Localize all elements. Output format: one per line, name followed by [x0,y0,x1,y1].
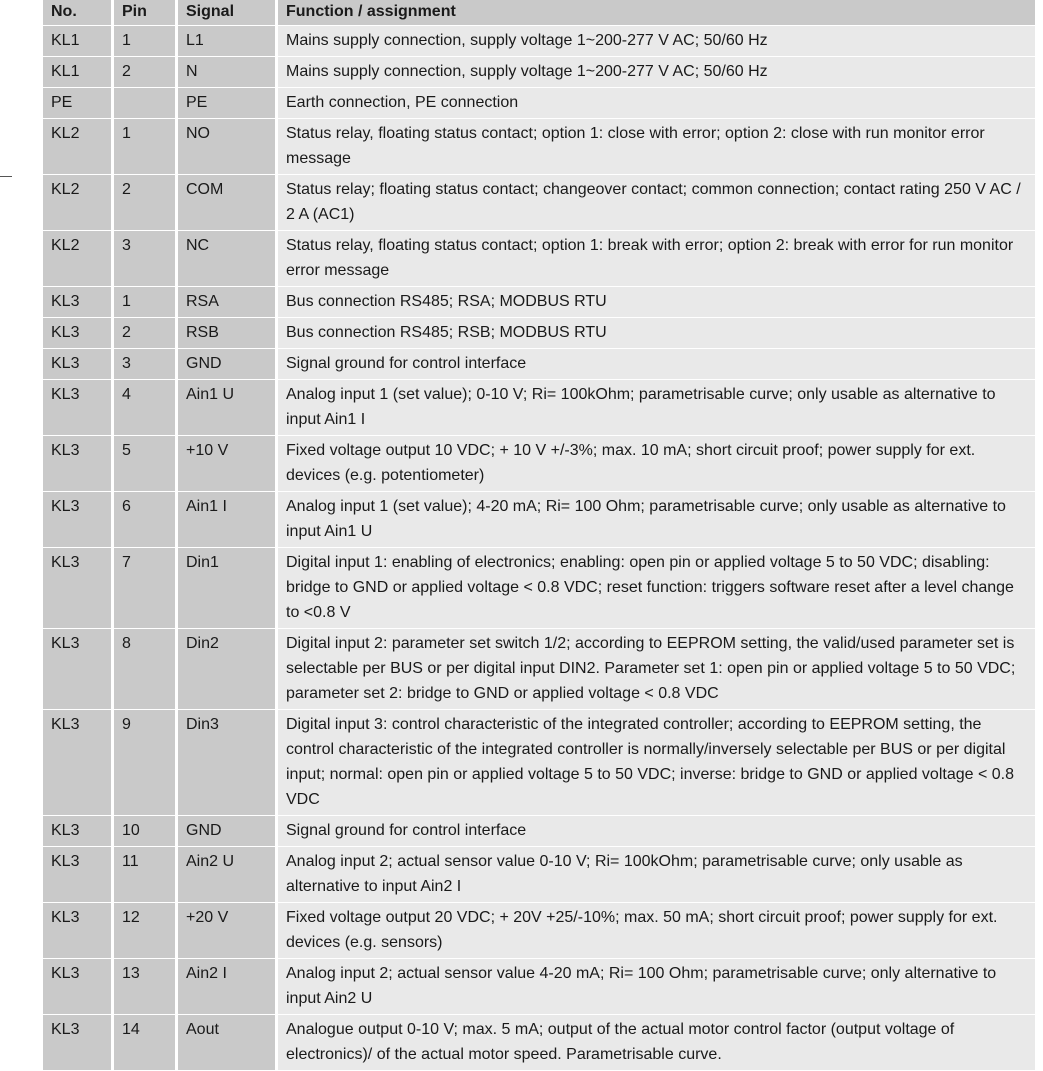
cell-no: KL3 [43,380,114,436]
cell-no: KL3 [43,492,114,548]
table-body [43,26,1035,1071]
cell-no: KL3 [43,629,114,710]
cell-no: KL3 [43,548,114,629]
table-row [43,26,1035,57]
cell-function: Analog input 2; actual sensor value 4-20 mA; Ri= 100 Ohm; parametrisable curve; only alternative to input Ain2 U [278,959,1035,1015]
cell-pin: 12 [114,903,178,959]
cell-function: Analog input 1 (set value); 0-10 V; Ri= 100kOhm; parametrisable curve; only usable as alternative to input Ain1 I [278,380,1035,436]
cell-no: KL2 [43,119,114,175]
cell-no: KL3 [43,847,114,903]
cell-pin: 11 [114,847,178,903]
cell-pin: 10 [114,816,178,847]
cell-function: Analog input 1 (set value); 4-20 mA; Ri= 100 Ohm; parametrisable curve; only usable as alternative to input Ain1 U [278,492,1035,548]
pin-assignment-table [43,0,1035,1071]
cell-no: KL3 [43,436,114,492]
cell-function: Digital input 3: control characteristic of the integrated controller; according to EEPROM setting, the control characteristic of the integrated controller is normally/inversely selectable per BUS or per digital input; normal: open pin or applied voltage 5 to 50 VDC; inverse: bridge to GND or applied voltage < 0.8 VDC [278,710,1035,816]
cell-signal: Din2 [178,629,278,710]
cell-function: Mains supply connection, supply voltage 1~200-277 V AC; 50/60 Hz [278,26,1035,57]
table-row [43,710,1035,816]
cell-pin: 2 [114,318,178,349]
cell-pin: 7 [114,548,178,629]
cell-pin [114,88,178,119]
cell-no: PE [43,88,114,119]
table-header [43,0,1035,26]
table-row [43,88,1035,119]
cell-signal: +10 V [178,436,278,492]
table-row [43,847,1035,903]
cell-no: KL1 [43,57,114,88]
cell-signal: NC [178,231,278,287]
cell-signal: RSB [178,318,278,349]
cell-signal: GND [178,349,278,380]
header-signal: Signal [178,0,278,26]
cell-pin: 3 [114,231,178,287]
cell-signal: Ain1 I [178,492,278,548]
cell-function: Earth connection, PE connection [278,88,1035,119]
table-row [43,175,1035,231]
cell-pin: 1 [114,287,178,318]
cell-pin: 9 [114,710,178,816]
table-row [43,1015,1035,1071]
cell-function: Signal ground for control interface [278,349,1035,380]
cell-pin: 1 [114,119,178,175]
cell-no: KL3 [43,287,114,318]
cell-signal: Aout [178,1015,278,1071]
cell-function: Digital input 2: parameter set switch 1/2; according to EEPROM setting, the valid/used parameter set is selectable per BUS or per digital input DIN2. Parameter set 1: open pin or applied voltage 5 to 50 VDC; parameter set 2: bridge to GND or applied voltage < 0.8 VDC [278,629,1035,710]
cell-function: Bus connection RS485; RSA; MODBUS RTU [278,287,1035,318]
cell-signal: RSA [178,287,278,318]
table-row [43,57,1035,88]
cell-pin: 6 [114,492,178,548]
cell-no: KL2 [43,175,114,231]
cell-no: KL3 [43,318,114,349]
cell-signal: PE [178,88,278,119]
table-row [43,816,1035,847]
cell-pin: 13 [114,959,178,1015]
cell-function: Digital input 1: enabling of electronics; enabling: open pin or applied voltage 5 to 50 VDC; disabling: bridge to GND or applied voltage < 0.8 VDC; reset function: triggers software reset after a level change to <0.8 V [278,548,1035,629]
cell-pin: 1 [114,26,178,57]
cell-signal: Din3 [178,710,278,816]
cell-function: Analogue output 0-10 V; max. 5 mA; output of the actual motor control factor (output voltage of electronics)/ of the actual motor speed. Parametrisable curve. [278,1015,1035,1071]
cell-signal: COM [178,175,278,231]
cell-pin: 2 [114,175,178,231]
table-row [43,548,1035,629]
cell-function: Status relay; floating status contact; changeover contact; common connection; contact rating 250 V AC / 2 A (AC1) [278,175,1035,231]
cell-function: Status relay, floating status contact; option 1: close with error; option 2: close with run monitor error message [278,119,1035,175]
table-row [43,318,1035,349]
header-function: Function / assignment [278,0,1035,26]
cell-function: Fixed voltage output 20 VDC; + 20V +25/-10%; max. 50 mA; short circuit proof; power supply for ext. devices (e.g. sensors) [278,903,1035,959]
cell-signal: L1 [178,26,278,57]
cell-function: Analog input 2; actual sensor value 0-10 V; Ri= 100kOhm; parametrisable curve; only usable as alternative to input Ain2 I [278,847,1035,903]
cell-signal: +20 V [178,903,278,959]
cell-signal: Ain1 U [178,380,278,436]
cell-function: Status relay, floating status contact; option 1: break with error; option 2: break with error for run monitor error message [278,231,1035,287]
cell-function: Bus connection RS485; RSB; MODBUS RTU [278,318,1035,349]
header-row [43,0,1035,26]
cell-no: KL3 [43,710,114,816]
cell-function: Signal ground for control interface [278,816,1035,847]
cell-signal: GND [178,816,278,847]
cell-no: KL3 [43,959,114,1015]
cell-signal: Din1 [178,548,278,629]
cell-pin: 8 [114,629,178,710]
table-row [43,959,1035,1015]
cell-signal: Ain2 U [178,847,278,903]
cell-pin: 4 [114,380,178,436]
table-row [43,380,1035,436]
table-row [43,349,1035,380]
table-row [43,492,1035,548]
table-row [43,231,1035,287]
table-row [43,436,1035,492]
cell-signal: N [178,57,278,88]
cell-function: Fixed voltage output 10 VDC; + 10 V +/-3%; max. 10 mA; short circuit proof; power supply for ext. devices (e.g. potentiometer) [278,436,1035,492]
cell-no: KL1 [43,26,114,57]
cell-signal: Ain2 I [178,959,278,1015]
table-row [43,119,1035,175]
cell-pin: 3 [114,349,178,380]
cell-no: KL2 [43,231,114,287]
cell-pin: 14 [114,1015,178,1071]
table-row [43,903,1035,959]
cell-no: KL3 [43,903,114,959]
margin-mark [0,176,12,177]
header-pin: Pin [114,0,178,26]
header-no: No. [43,0,114,26]
cell-signal: NO [178,119,278,175]
cell-no: KL3 [43,349,114,380]
cell-pin: 2 [114,57,178,88]
table-row [43,287,1035,318]
cell-no: KL3 [43,1015,114,1071]
cell-pin: 5 [114,436,178,492]
table-row [43,629,1035,710]
cell-no: KL3 [43,816,114,847]
cell-function: Mains supply connection, supply voltage 1~200-277 V AC; 50/60 Hz [278,57,1035,88]
